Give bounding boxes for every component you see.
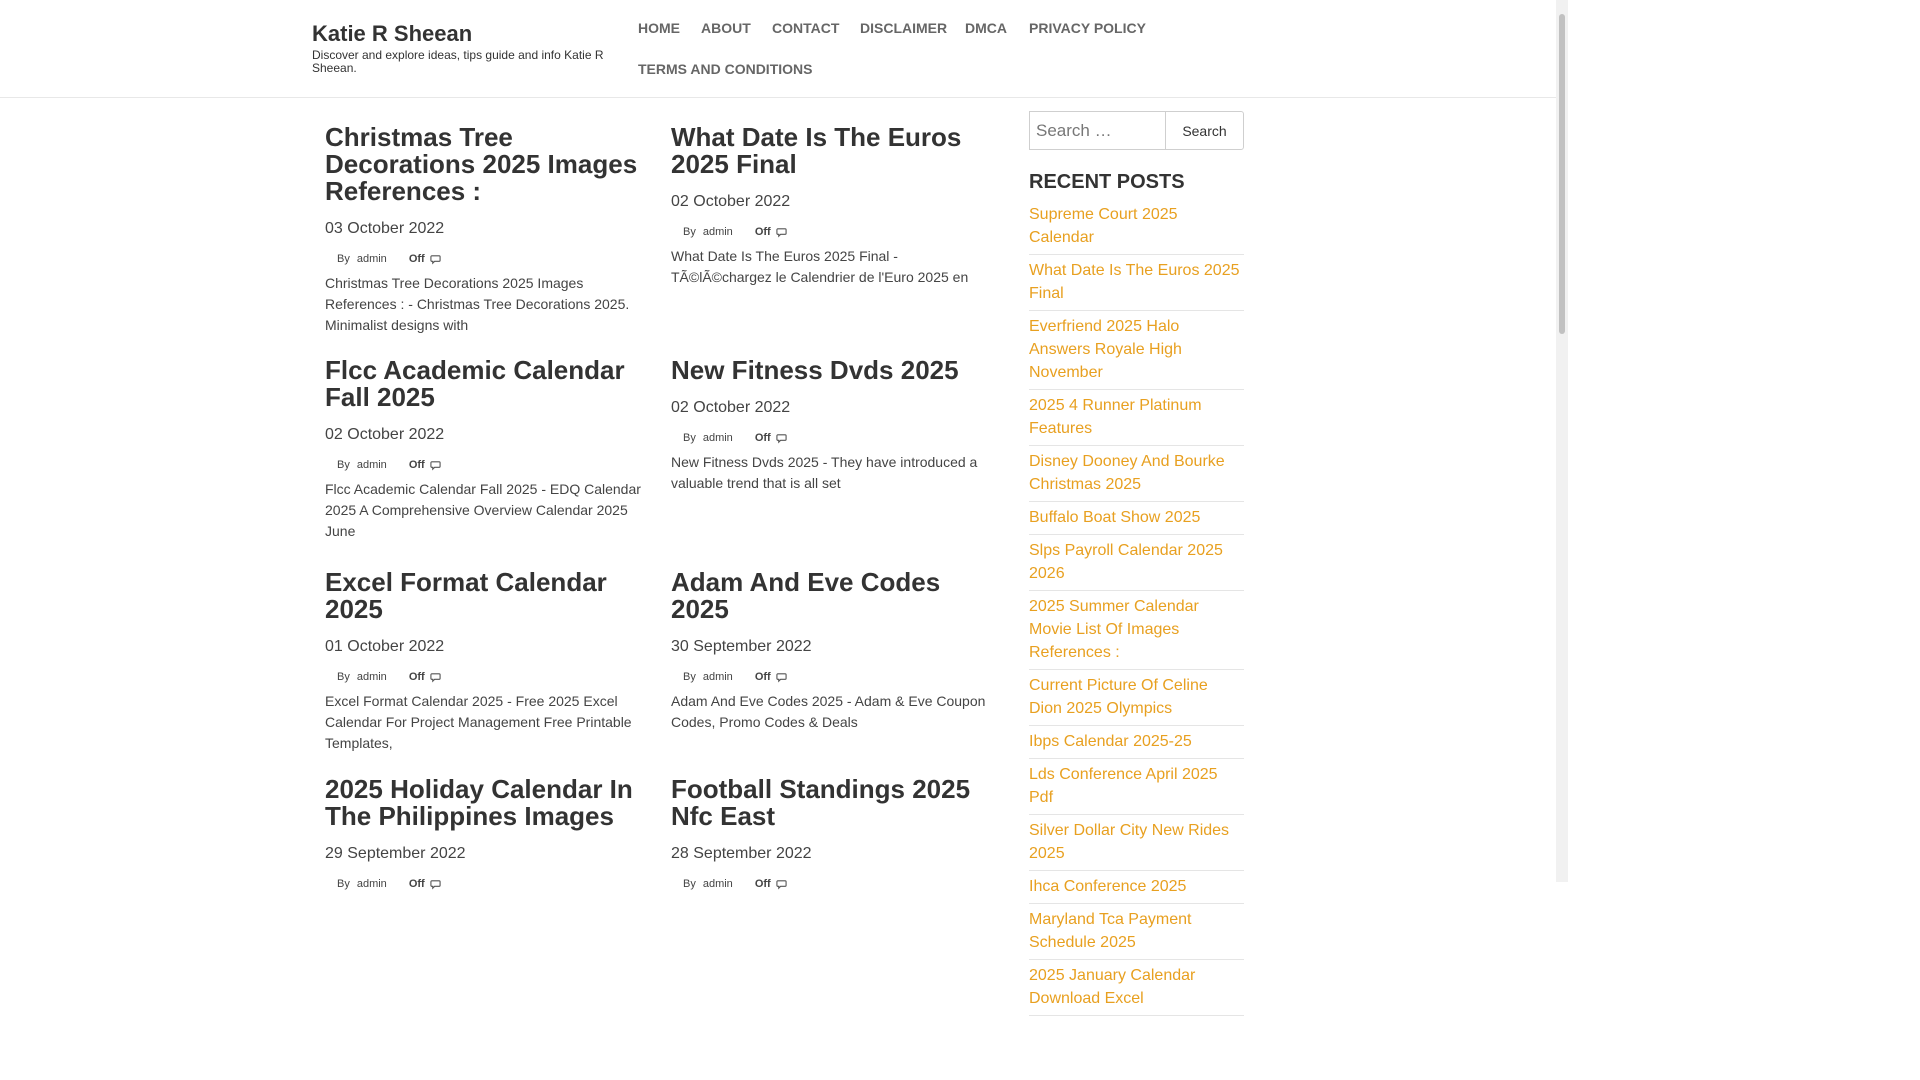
recent-post-link[interactable]: 2025 4 Runner Platinum Features — [1029, 397, 1202, 437]
post-title-link[interactable]: New Fitness Dvds 2025 — [671, 355, 959, 385]
list-item — [1029, 311, 1244, 390]
post-author-link[interactable]: admin — [702, 671, 733, 683]
nav-dmca[interactable]: DMCA — [965, 20, 1007, 36]
recent-post-link[interactable]: Maryland Tca Payment Schedule 2025 — [1029, 911, 1192, 951]
recent-post-link[interactable]: Current Picture Of Celine Dion 2025 Olympics — [1029, 677, 1208, 717]
post-excerpt: What Date Is The Euros 2025 Final - TÃ©lÃ©chargez le Calendrier de l'Euro 2025 en — [671, 248, 969, 285]
recent-post-link[interactable]: Ibps Calendar 2025-25 — [1029, 733, 1192, 750]
recent-post-link[interactable]: Ihca Conference 2025 — [1029, 878, 1187, 895]
post-title-link[interactable]: Adam And Eve Codes 2025 — [671, 567, 941, 624]
comment-bubble-icon — [430, 460, 441, 471]
post-meta — [683, 225, 1001, 239]
post-meta — [337, 458, 655, 472]
recent-post-link[interactable]: Slps Payroll Calendar 2025 2026 — [1029, 542, 1223, 582]
recent-post-link[interactable]: Disney Dooney And Bourke Christmas 2025 — [1029, 453, 1225, 493]
post-title-link[interactable]: 2025 Holiday Calendar In The Philippines Images — [325, 774, 633, 831]
scrollbar-thumb[interactable] — [1559, 14, 1565, 334]
post-card — [671, 124, 1001, 288]
nav-privacy-policy[interactable]: PRIVACY POLICY — [1029, 20, 1146, 36]
post-date: 28 September 2022 — [671, 845, 812, 862]
post-by-label: By — [683, 671, 696, 683]
list-item — [1029, 502, 1244, 535]
recent-posts-list — [1029, 199, 1244, 1016]
search-button[interactable]: Search — [1165, 111, 1244, 150]
nav-about[interactable]: ABOUT — [701, 20, 751, 36]
post-card — [325, 776, 655, 891]
post-by-label: By — [337, 253, 350, 265]
post-author-link[interactable]: admin — [356, 459, 387, 471]
page-scrollbar[interactable] — [1556, 0, 1568, 882]
post-comments-status: Off — [408, 253, 425, 265]
post-comments-status: Off — [754, 226, 771, 238]
post-date: 30 September 2022 — [671, 638, 812, 655]
post-card — [671, 357, 1001, 494]
post-card — [325, 124, 655, 336]
recent-post-link[interactable]: Buffalo Boat Show 2025 — [1029, 509, 1201, 526]
post-author-link[interactable]: admin — [702, 878, 733, 890]
comment-bubble-icon — [430, 672, 441, 683]
post-card — [325, 569, 655, 754]
list-item — [1029, 815, 1244, 871]
post-meta — [683, 431, 1001, 445]
post-meta — [337, 252, 655, 266]
list-item — [1029, 871, 1244, 904]
nav-home[interactable]: HOME — [638, 20, 680, 36]
post-card — [325, 357, 655, 542]
recent-posts-heading: RECENT POSTS — [1029, 171, 1185, 193]
post-comments-status: Off — [408, 671, 425, 683]
post-excerpt: Flcc Academic Calendar Fall 2025 - EDQ Calendar 2025 A Comprehensive Overview Calendar 2025 June — [325, 481, 641, 539]
post-author-link[interactable]: admin — [356, 671, 387, 683]
comment-bubble-icon — [776, 227, 787, 238]
list-item — [1029, 591, 1244, 670]
post-date: 29 September 2022 — [325, 845, 466, 862]
recent-post-link[interactable]: Silver Dollar City New Rides 2025 — [1029, 822, 1230, 862]
post-comments-status: Off — [754, 432, 771, 444]
post-comments-status: Off — [408, 878, 425, 890]
nav-terms-and-conditions[interactable]: TERMS AND CONDITIONS — [638, 61, 813, 77]
post-author-link[interactable]: admin — [702, 432, 733, 444]
list-item — [1029, 726, 1244, 759]
post-card — [671, 569, 1001, 733]
nav-disclaimer[interactable]: DISCLAIMER — [860, 20, 948, 36]
list-item — [1029, 670, 1244, 726]
comment-bubble-icon — [776, 433, 787, 444]
post-title-link[interactable]: Flcc Academic Calendar Fall 2025 — [325, 355, 625, 412]
post-date: 03 October 2022 — [325, 220, 445, 237]
post-by-label: By — [337, 878, 350, 890]
post-by-label: By — [337, 671, 350, 683]
post-excerpt: Christmas Tree Decorations 2025 Images References : - Christmas Tree Decorations 2025. Minimalist designs with — [325, 275, 630, 333]
recent-post-link[interactable]: Everfriend 2025 Halo Answers Royale High November — [1029, 318, 1182, 381]
recent-post-link[interactable]: Lds Conference April 2025 Pdf — [1029, 766, 1218, 806]
comment-bubble-icon — [430, 879, 441, 890]
post-meta — [683, 670, 1001, 684]
list-item — [1029, 255, 1244, 311]
post-date: 02 October 2022 — [671, 399, 791, 416]
post-excerpt: Adam And Eve Codes 2025 - Adam & Eve Coupon Codes, Promo Codes & Deals — [671, 693, 986, 730]
comment-bubble-icon — [776, 672, 787, 683]
list-item — [1029, 759, 1244, 815]
post-date: 02 October 2022 — [325, 426, 445, 443]
post-by-label: By — [683, 432, 696, 444]
post-comments-status: Off — [754, 878, 771, 890]
post-author-link[interactable]: admin — [356, 253, 387, 265]
post-comments-status: Off — [408, 459, 425, 471]
post-by-label: By — [683, 226, 696, 238]
recent-post-link[interactable]: Supreme Court 2025 Calendar — [1029, 206, 1178, 246]
site-header — [0, 0, 1556, 98]
post-author-link[interactable]: admin — [356, 878, 387, 890]
post-excerpt: Excel Format Calendar 2025 - Free 2025 Excel Calendar For Project Management Free Printable Templates, — [325, 693, 632, 751]
sidebar — [1029, 111, 1244, 1016]
post-meta — [683, 877, 1001, 891]
comment-bubble-icon — [776, 879, 787, 890]
search-form — [1029, 111, 1244, 150]
post-meta — [337, 670, 655, 684]
post-author-link[interactable]: admin — [702, 226, 733, 238]
post-by-label: By — [683, 878, 696, 890]
recent-post-link[interactable]: 2025 Summer Calendar Movie List Of Images References : — [1029, 598, 1199, 661]
site-description: Discover and explore ideas, tips guide and info Katie R Sheean. — [312, 48, 604, 75]
post-title-link[interactable]: Football Standings 2025 Nfc East — [671, 774, 971, 831]
post-comments-status: Off — [754, 671, 771, 683]
list-item — [1029, 446, 1244, 502]
list-item — [1029, 960, 1244, 1016]
comment-bubble-icon — [430, 254, 441, 265]
post-meta — [337, 877, 655, 891]
branding — [312, 21, 612, 75]
post-by-label: By — [337, 459, 350, 471]
site-title-link[interactable]: Katie R Sheean — [312, 21, 473, 46]
nav-contact[interactable]: CONTACT — [772, 20, 840, 36]
post-date: 02 October 2022 — [671, 193, 791, 210]
list-item — [1029, 199, 1244, 255]
post-date: 01 October 2022 — [325, 638, 445, 655]
post-title-link[interactable]: What Date Is The Euros 2025 Final — [671, 122, 962, 179]
post-excerpt: New Fitness Dvds 2025 - They have introduced a valuable trend that is all set — [671, 454, 978, 491]
recent-post-link[interactable]: 2025 January Calendar Download Excel — [1029, 967, 1196, 1007]
recent-post-link[interactable]: What Date Is The Euros 2025 Final — [1029, 262, 1240, 302]
list-item — [1029, 535, 1244, 591]
post-title-link[interactable]: Christmas Tree Decorations 2025 Images References : — [325, 122, 638, 206]
post-title-link[interactable]: Excel Format Calendar 2025 — [325, 567, 607, 624]
search-input[interactable] — [1029, 111, 1165, 150]
list-item — [1029, 904, 1244, 960]
list-item — [1029, 390, 1244, 446]
post-card — [671, 776, 1001, 891]
